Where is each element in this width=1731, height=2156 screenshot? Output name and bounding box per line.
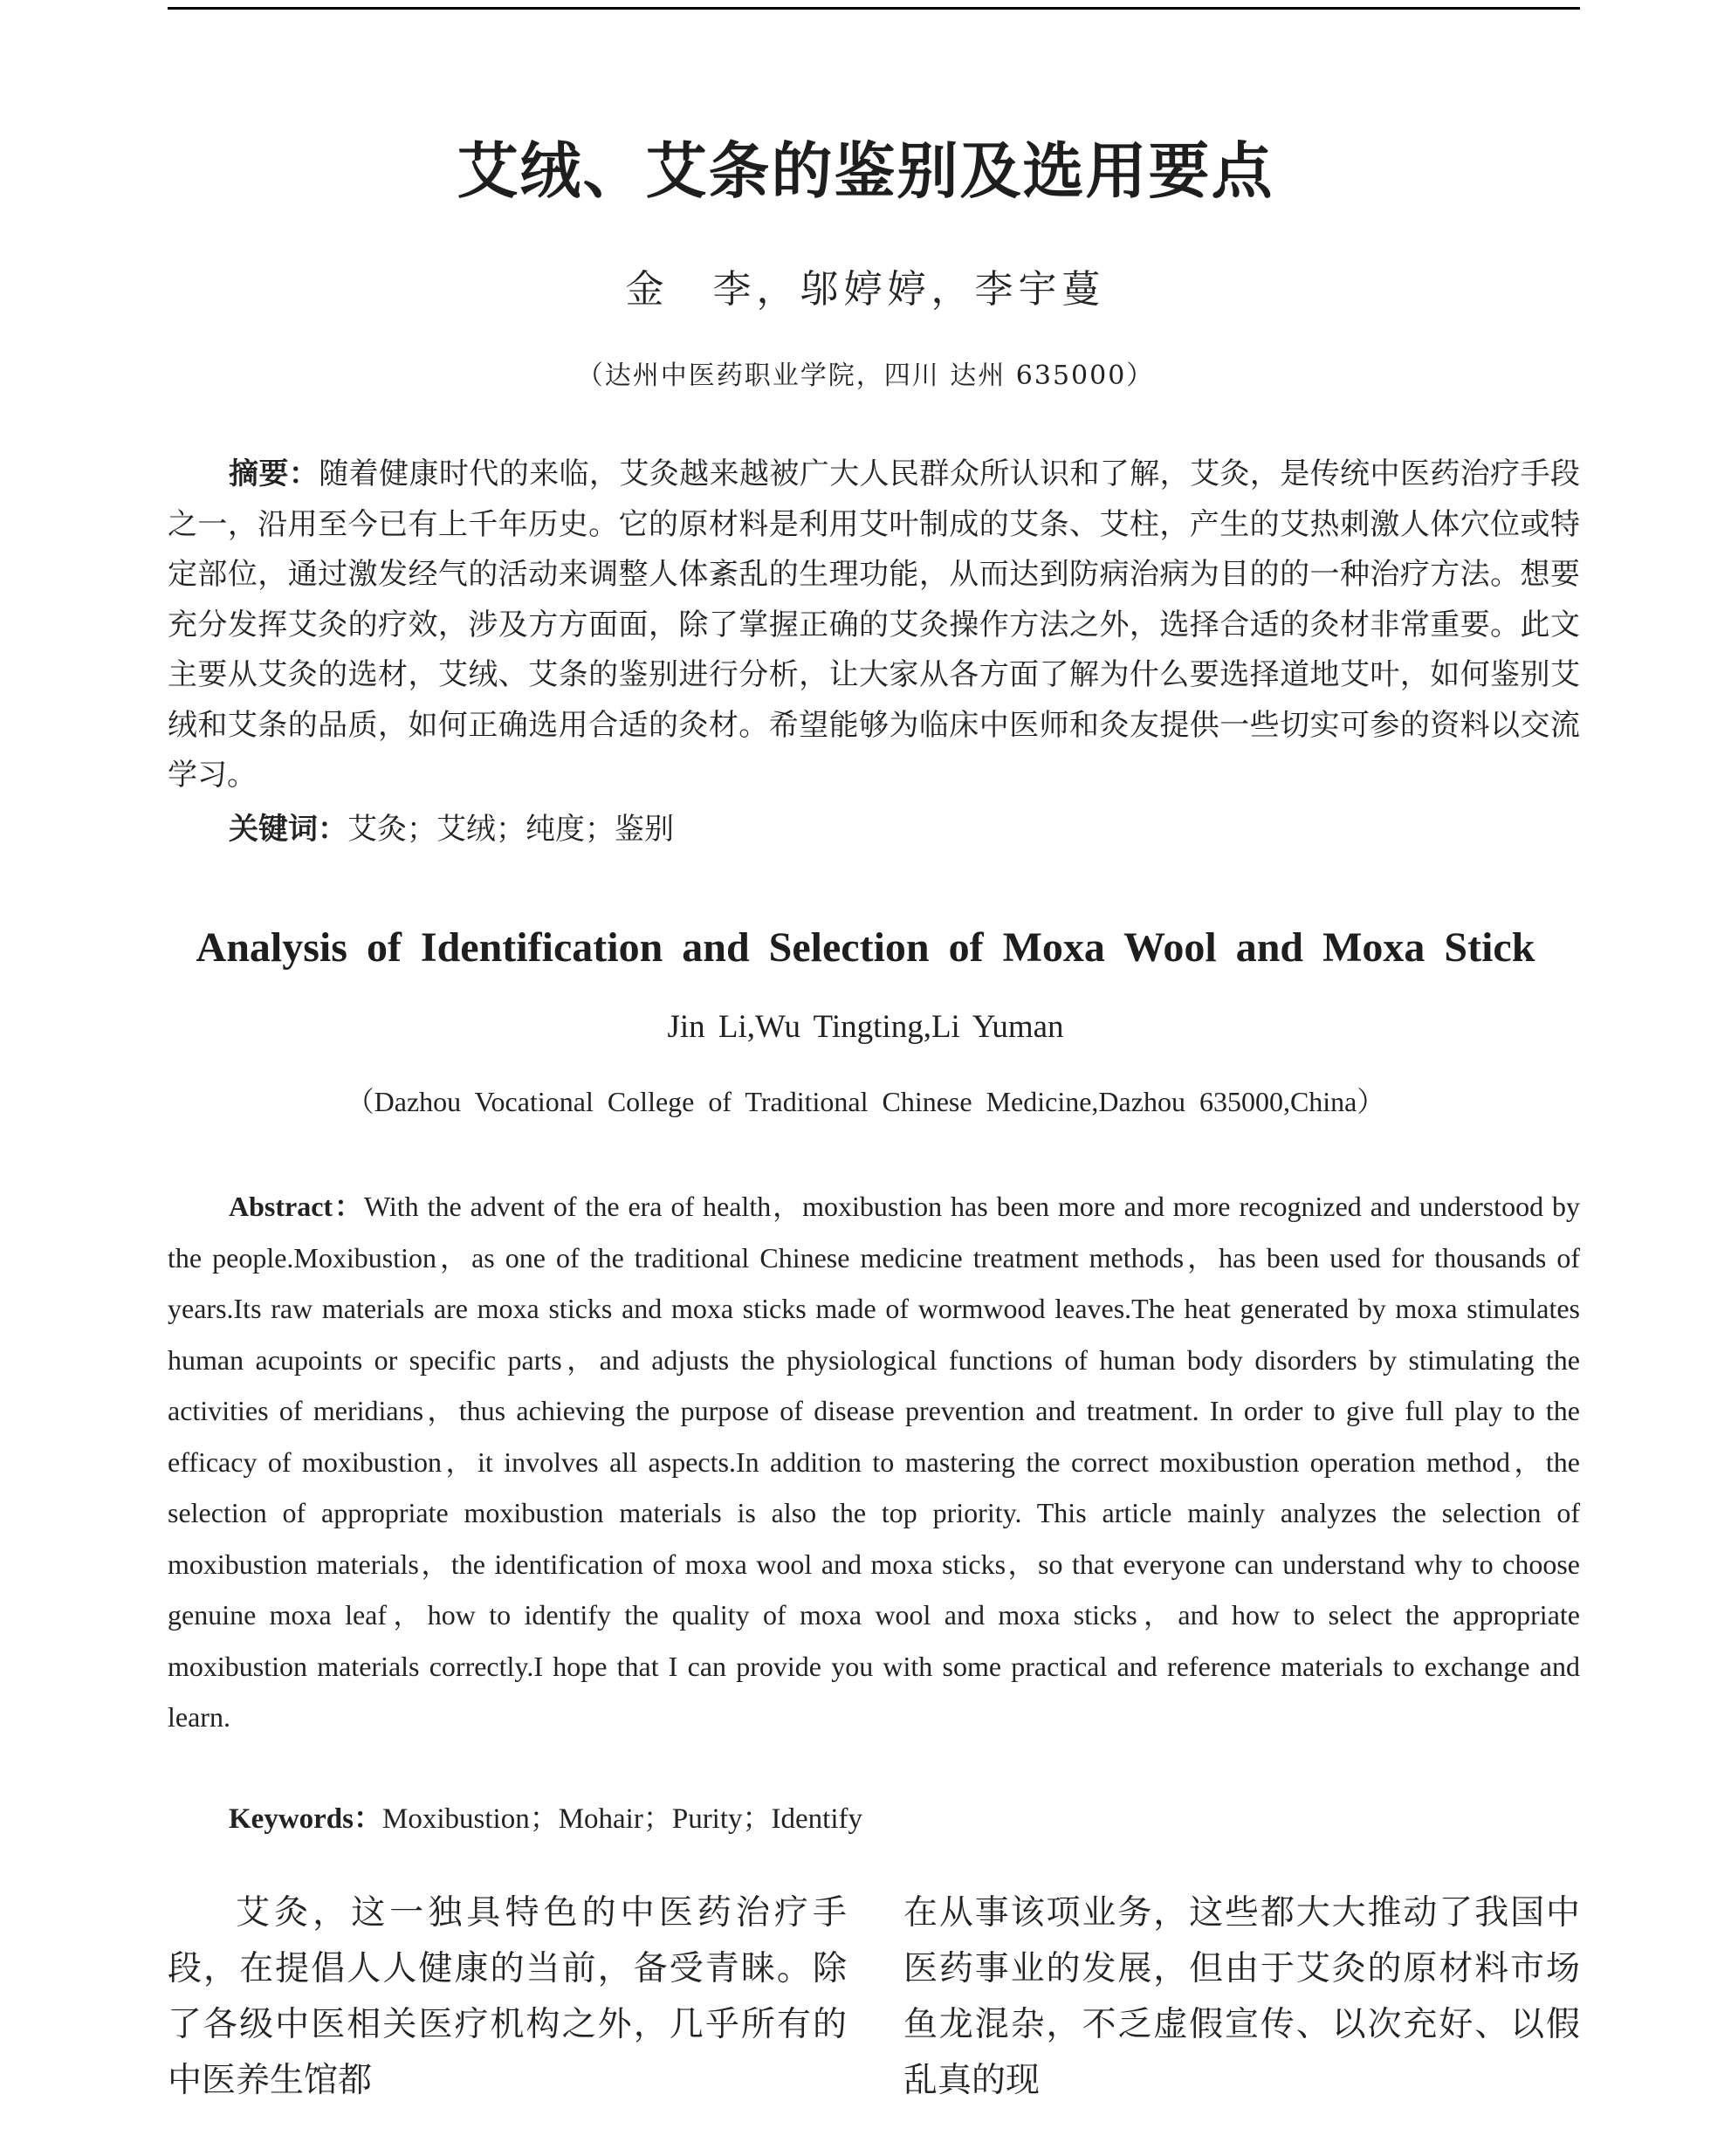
- abstract-cn: [168, 450, 1580, 801]
- article-title-cn: 艾绒、艾条的鉴别及选用要点: [457, 135, 1274, 207]
- keywords-cn-text: 艾灸；艾绒；纯度；鉴别: [347, 812, 674, 847]
- keywords-cn: [229, 805, 674, 855]
- body-column-right: [903, 1885, 1580, 2109]
- article-title-en: Analysis of Identification and Selection of Moxa Wool and Moxa Stick: [196, 924, 1535, 971]
- affiliation-en: （Dazhou Vocational College of Traditional Chinese Medicine,Dazhou 635000,China）: [346, 1086, 1385, 1117]
- keywords-en-label: Keywords：: [229, 1803, 382, 1835]
- body-paragraph: 艾灸，这一独具特色的中医药治疗手段，在提倡人人健康的当前，备受青睐。除了各级中医相关医疗机构之外，几乎所有的中医养生馆都: [168, 1893, 847, 2100]
- authors-en: Jin Li,Wu Tingting,Li Yuman: [667, 1009, 1064, 1045]
- body-paragraph: 在从事该项业务，这些都大大推动了我国中医药事业的发展，但由于艾灸的原材料市场鱼龙混杂，不乏虚假宣传、以次充好、以假乱真的现: [903, 1893, 1580, 2100]
- abstract-en-label: Abstract：: [229, 1191, 364, 1222]
- abstract-en-text: With the advent of the era of health，moxibustion has been more and more recognized and understood by the people.Moxibustion，as one of the traditional Chinese medicine treatment methods，has been used for thousands of years.Its raw materials are moxa sticks and moxa sticks made of wormwood leaves.The heat generated by moxa stimulates human acupoints or specific parts，and adjusts the physiological functions of human body disorders by stimulating the activities of meridians，thus achieving the purpose of disease prevention and treatment. In order to give full play to the efficacy of moxibustion，it involves all aspects.In addition to mastering the correct moxibustion operation method，the selection of appropriate moxibustion materials is also the top priority. This article mainly analyzes the selection of moxibustion materials，the identification of moxa wool and moxa sticks，so that everyone can understand why to choose genuine moxa leaf，how to identify the quality of moxa wool and moxa sticks，and how to select the appropriate moxibustion materials correctly.I hope that I can provide you with some practical and reference materials to exchange and learn.: [168, 1191, 1581, 1733]
- keywords-en-text: Moxibustion；Mohair；Purity；Identify: [382, 1803, 862, 1835]
- keywords-cn-label: 关键词：: [229, 812, 347, 847]
- body-column-left: [168, 1885, 847, 2109]
- affiliation-cn: （达州中医药职业学院，四川 达州 635000）: [576, 360, 1155, 391]
- abstract-cn-paragraph: [168, 450, 1580, 801]
- header-rule: [168, 7, 1580, 10]
- abstract-en: [168, 1181, 1580, 1743]
- abstract-en-paragraph: [168, 1181, 1580, 1743]
- authors-cn: 金 李，邬婷婷，李宇蔓: [625, 267, 1106, 312]
- keywords-en: [229, 1794, 862, 1844]
- abstract-cn-label: 摘要：: [229, 457, 319, 491]
- abstract-cn-text: 随着健康时代的来临，艾灸越来越被广大人民群众所认识和了解，艾灸，是传统中医药治疗手段之一，沿用至今已有上千年历史。它的原材料是利用艾叶制成的艾条、艾柱，产生的艾热刺激人体穴位或特定部位，通过激发经气的活动来调整人体紊乱的生理功能，从而达到防病治病为目的的一种治疗方法。想要充分发挥艾灸的疗效，涉及方方面面，除了掌握正确的艾灸操作方法之外，选择合适的灸材非常重要。此文主要从艾灸的选材，艾绒、艾条的鉴别进行分析，让大家从各方面了解为什么要选择道地艾叶，如何鉴别艾绒和艾条的品质，如何正确选用合适的灸材。希望能够为临床中医师和灸友提供一些切实可参的资料以交流学习。: [168, 457, 1581, 793]
